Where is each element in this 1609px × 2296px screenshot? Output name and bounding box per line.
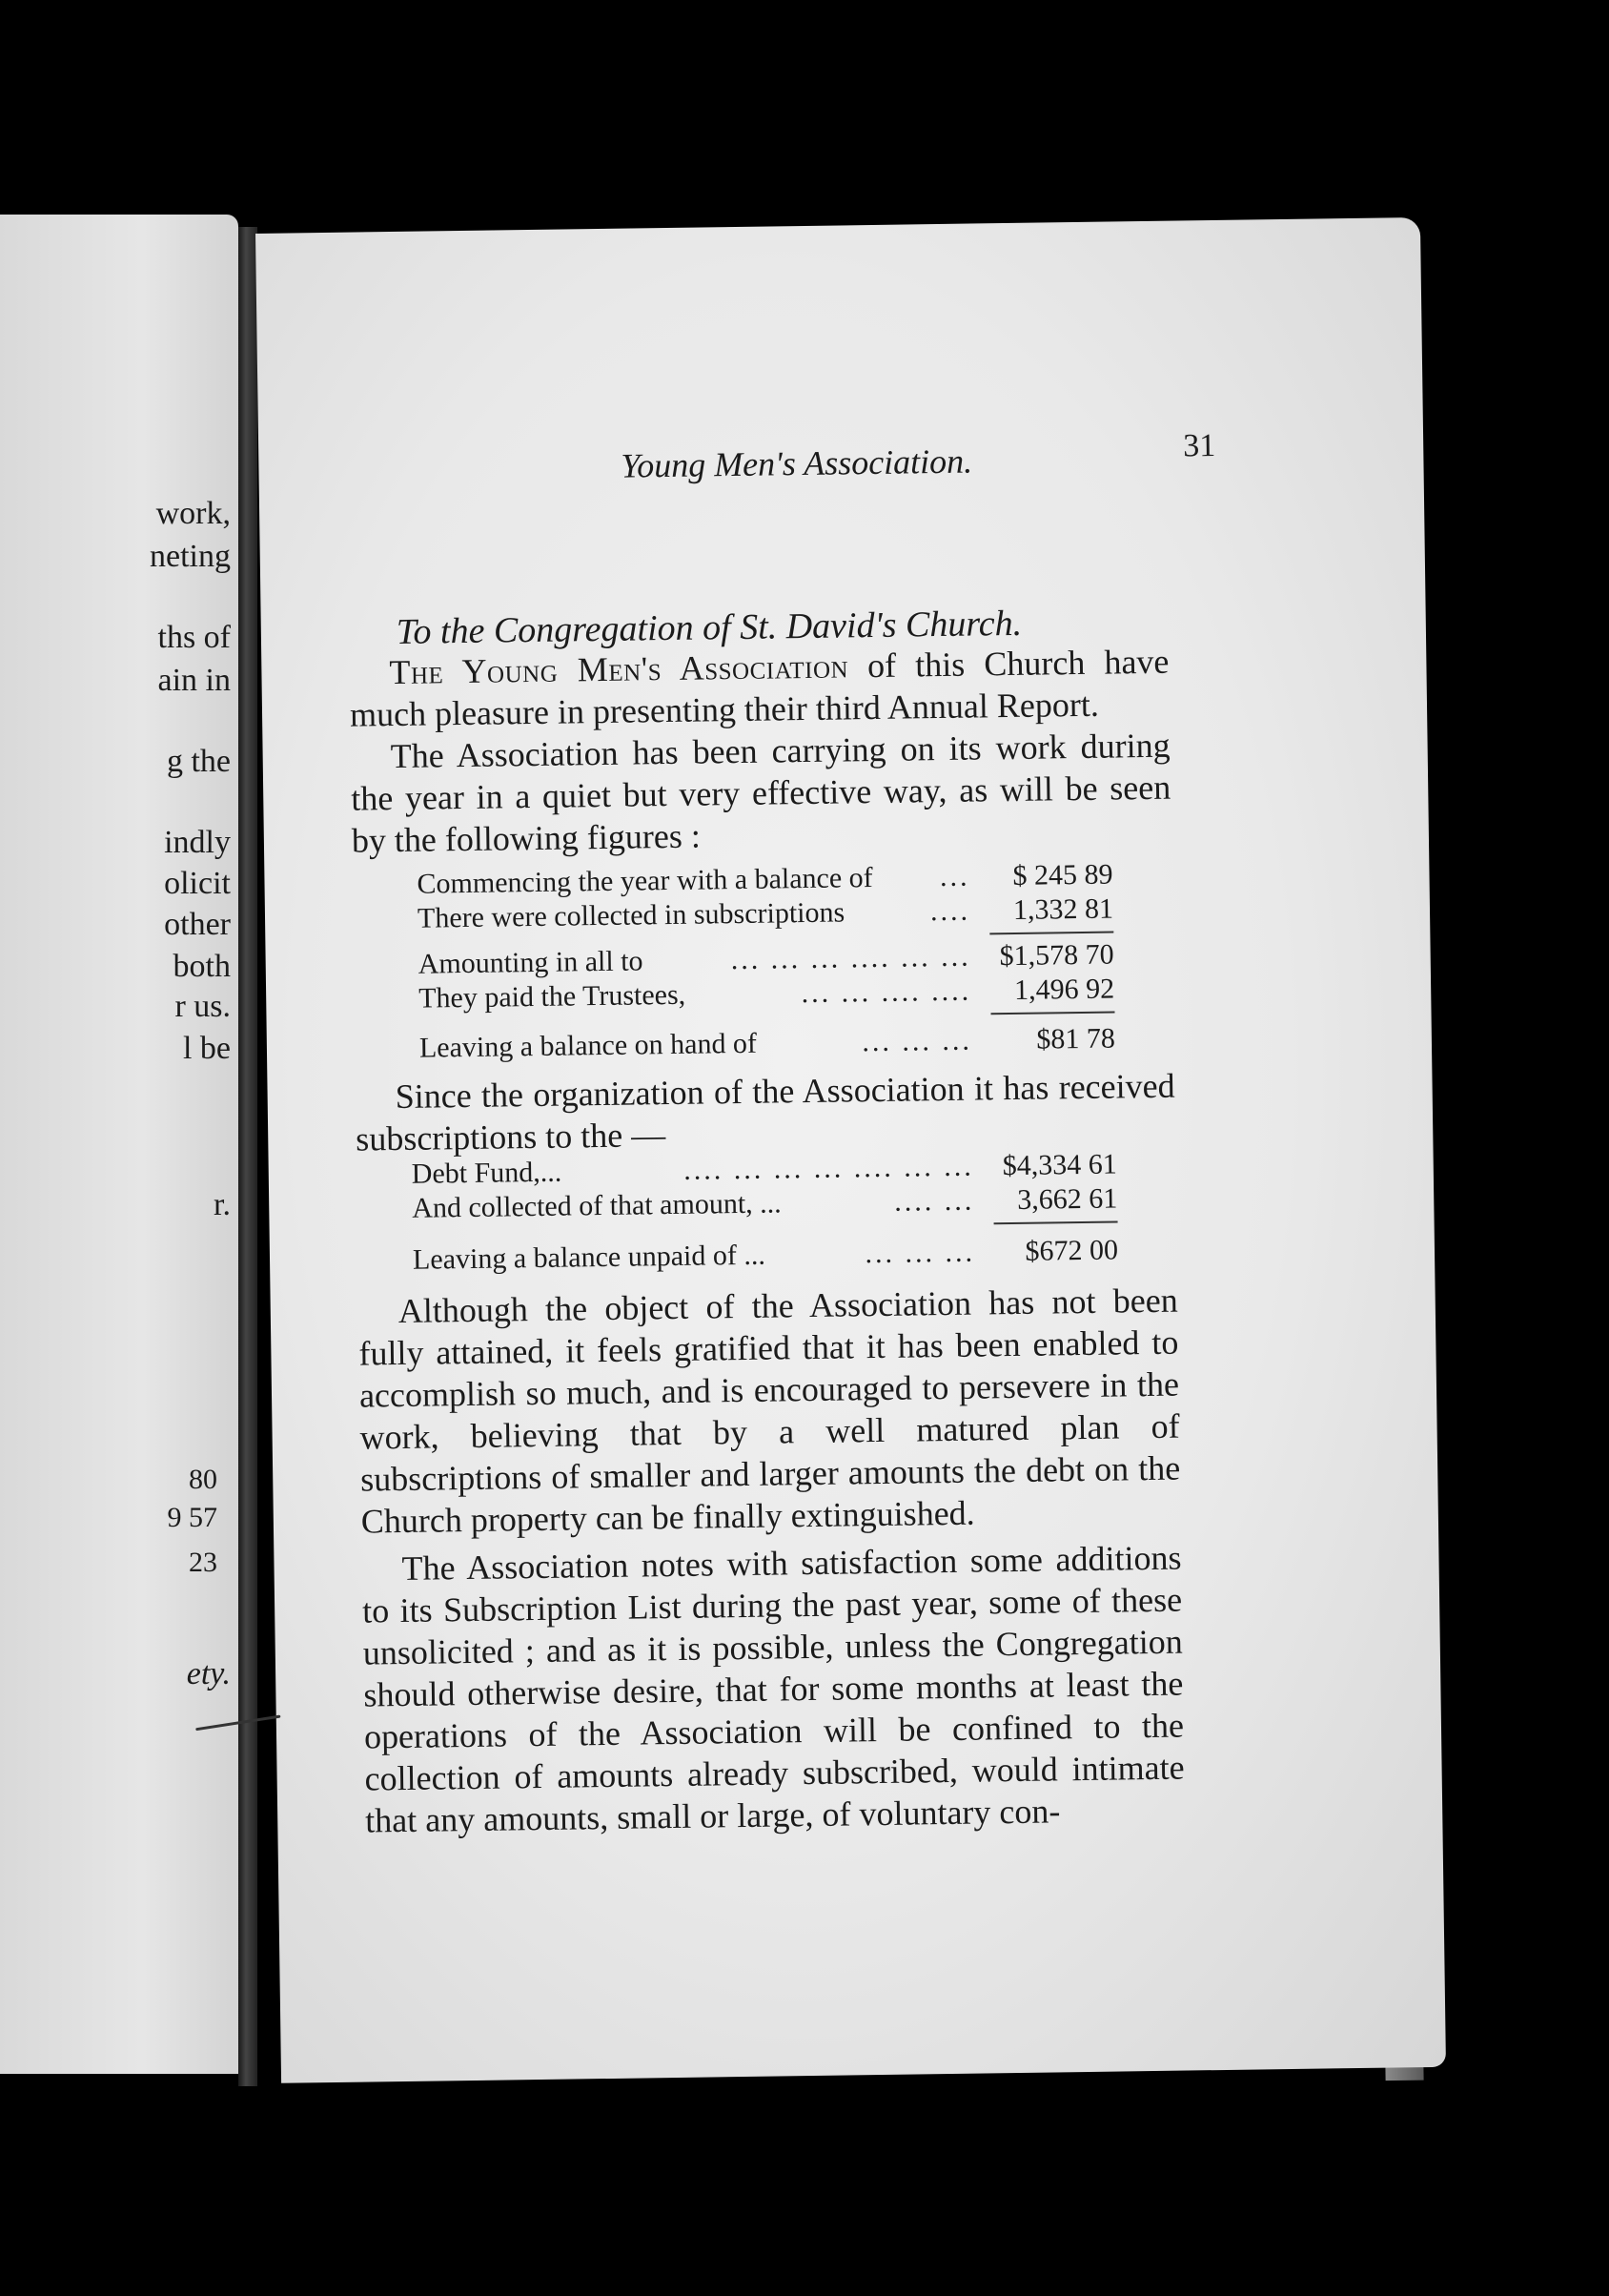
row-amount: 1,332 81 — [1012, 892, 1114, 926]
left-fragment: both — [173, 949, 231, 984]
row-amount: $ 245 89 — [1012, 858, 1113, 892]
row-leader: ... — [939, 860, 970, 893]
row-label: They paid the Trustees, — [418, 978, 686, 1015]
left-fragment: olicit — [164, 866, 231, 901]
left-fragment: work, — [155, 496, 231, 531]
row-leader: ... ... ... — [862, 1024, 973, 1058]
left-fragment: indly — [164, 825, 231, 860]
row-amount: $672 00 — [1025, 1234, 1119, 1267]
left-fragment: ain in — [157, 663, 231, 698]
row-label: Debt Fund,... — [411, 1156, 562, 1190]
row-label: Leaving a balance unpaid of ... — [412, 1239, 766, 1276]
intro-paragraph — [349, 641, 1170, 736]
statement-row — [413, 1234, 1118, 1278]
page-number: 31 — [1182, 427, 1216, 464]
statement-row — [419, 1022, 1115, 1066]
sum-rule — [990, 1011, 1114, 1015]
left-fragment: r. — [214, 1187, 231, 1222]
paragraph-object — [357, 1280, 1181, 1543]
paragraph-subscriptions — [361, 1537, 1185, 1842]
row-amount: $4,334 61 — [1002, 1148, 1117, 1182]
row-leader: ... ... ... — [865, 1236, 976, 1270]
sum-rule — [989, 932, 1113, 935]
left-page — [0, 215, 238, 2074]
row-label: Amounting in all to — [418, 945, 643, 980]
paragraph-organization — [355, 1065, 1175, 1160]
row-leader: .... ... ... ... .... ... ... — [683, 1150, 974, 1186]
salutation: To the Congregation of St. David's Church. — [396, 603, 1023, 652]
running-head: Young Men's Association. — [621, 441, 973, 485]
intro-text: of this Church have much pleasure in presenting their third Annual Report. — [349, 642, 1170, 734]
paragraph-text: The Association has been carrying on its work during the year in a quiet but very effective way, as will be seen by the following figures : — [351, 726, 1171, 860]
row-leader: ... ... .... .... — [801, 974, 972, 1010]
paragraph-text: Since the organization of the Association it has received subscriptions to the — — [355, 1066, 1175, 1158]
sum-rule — [994, 1220, 1118, 1224]
association-name: The Young Men's Association — [389, 646, 849, 692]
row-leader: ... ... ... .... ... ... — [730, 940, 971, 976]
left-fragment: ths of — [157, 620, 231, 655]
row-amount: 3,662 61 — [1016, 1182, 1118, 1216]
row-leader: .... ... — [894, 1184, 975, 1218]
row-label: There were collected in subscriptions — [417, 896, 845, 934]
row-label: Leaving a balance on hand of — [418, 1027, 758, 1064]
left-fragment: other — [164, 907, 231, 942]
left-fragment: neting — [150, 539, 231, 574]
right-page — [255, 217, 1446, 2083]
row-amount: $1,578 70 — [999, 938, 1114, 973]
left-fragment: ety. — [186, 1656, 231, 1691]
row-leader: .... — [929, 894, 971, 928]
left-fragment: r us. — [174, 989, 231, 1024]
paragraph-figures-intro — [350, 725, 1171, 862]
paragraph-text: The Association notes with satisfaction some additions to its Subscription List during the past year, some of these unsolicited ; and as it is possible, unless the Congregation should otherwise desire, that for some months at least the operations of the Association will be confined to the collection of amounts already subscribed, would intimate that any amounts, small or large, of voluntary con- — [361, 1538, 1185, 1840]
left-fragment: l be — [182, 1031, 231, 1066]
left-number: 23 — [189, 1547, 217, 1578]
left-number: 9 57 — [167, 1502, 217, 1533]
row-label: And collected of that amount, ... — [412, 1187, 782, 1224]
row-amount: $81 78 — [1036, 1022, 1116, 1056]
book-gutter — [238, 227, 257, 2086]
left-number: 80 — [189, 1464, 217, 1495]
row-amount: 1,496 92 — [1013, 973, 1115, 1006]
paragraph-text: Although the object of the Association has not been fully attained, it feels gratified that it has been enabled to accomplish so much, and is encouraged to persevere in the work, believing that by a well matured plan of subscriptions of smaller and larger amounts the debt on the Church property can be finally extinguished. — [358, 1281, 1181, 1541]
row-label: Commencing the year with a balance of — [417, 862, 873, 900]
left-fragment: g the — [166, 744, 231, 779]
